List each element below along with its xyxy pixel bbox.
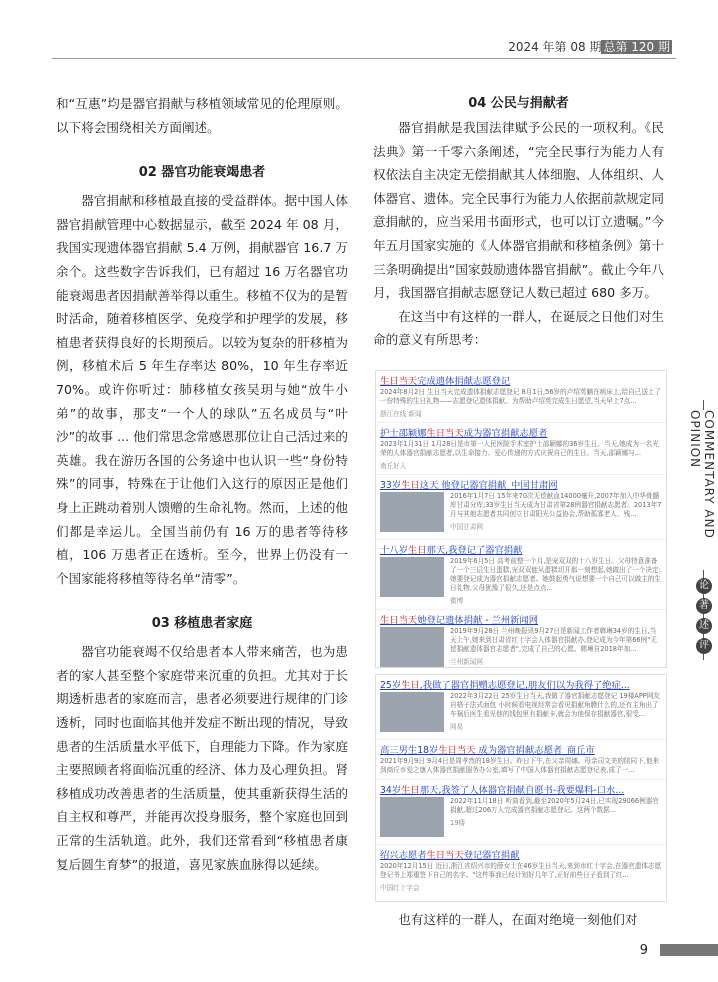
title-part: 25岁: [380, 680, 402, 691]
title-highlight: 生日: [401, 785, 420, 796]
title-part: 护士邵颖娜: [380, 428, 427, 439]
section-heading: 02 器官功能衰竭患者: [138, 165, 266, 181]
title-part: 那天,我签了人体器官捐献自愿书-我要爆料-口水...: [419, 785, 625, 796]
result-source: 中国红十字会: [380, 884, 420, 892]
result-source: 中国甘肃网: [450, 523, 483, 531]
search-result-item[interactable]: [376, 539, 666, 609]
result-snippet: 2022年3月22日 25岁生日当天,我做了器官捐献志愿登记 19楼APP网友自格子法式面包 小时候看电视经常会看见捐献角膜什么的,还有主角出了车祸后医生看见他的钱包里有捐献卡,就会为他保存捐献器官,很受...: [450, 692, 660, 718]
result-title-link[interactable]: [380, 742, 662, 756]
year-issue: 2024 年第 08 期: [508, 40, 602, 54]
result-snippet: 2016年1月7日 15年来70次无偿献血14000毫升,2007年加入中华骨髓库甘肃分库;33岁生日当天成为甘肃省第28例器官捐献志愿者。2013年7月与其他志愿者共同创立甘肃阳光公益协会,帮助孤寡老人、残...: [450, 492, 662, 518]
result-source: 浙江在线 新闻: [380, 410, 422, 418]
title-part: ,我做了器官捐赠志愿登记,朋友们以为我得了绝症...: [419, 680, 630, 691]
title-part: 33岁: [380, 480, 402, 491]
result-title-link[interactable]: [380, 373, 662, 387]
title-highlight: 生日当天: [380, 376, 418, 387]
paragraph: 也有这样的一群人，在面对绝境一刻他们对: [398, 912, 638, 927]
paragraph: 器官功能衰竭不仅给患者本人带来痛苦，也为患者的家人甚至整个家庭带来沉重的负担。尤其对于长期透析患者的家庭而言，患者必须要进行规律的门诊透析，同时也面临其他并发症不断出现的情况，导致患者的生活质量水平低下，自理能力下降。作为家庭主要照顾者将面临沉重的经济、体力及心理负担。肾移植成功改善患者的生活质量，使其重新获得生活的自主权和尊严，并能再次投身服务，整个家庭也回到正常的生活轨道。此外，我们还常看到“移植患者康复后圆生育梦”的报道，喜见家族血脉得以延续。: [56, 644, 348, 872]
result-title-link[interactable]: [380, 542, 662, 556]
result-title-link[interactable]: [380, 782, 662, 796]
paragraph: 器官捐献和移植最直接的受益群体。据中国人体器官捐献管理中心数据显示，截至 2024 年 08 月，我国实现遗体器官捐献 5.4 万例，捐献器官 16.7 万余个。这些数字告诉我们，已有超过 16 万名器官功能衰竭患者因捐献善举得以重生。移植不仅为的是暂时活命，随着移植医学、免疫学和护理学的发展，移植患者获得良好的长期预后。以较为复杂的肝移植为例，移植术后 5 年生存率达 80%，10 年生存率近 70%。或许你听过：肺移植女孩吴玥与她“放牛小弟”的故事，那支“一个人的球队”五名成员与“叶沙”的故事 ... 他们常思念常感恩那位让自己活过来的英雄。我在游历各国的公务途中也认识一些“身份特殊”的同事，特殊在于让他们入这行的原因正是他们身上正跳动着别人馈赠的生命礼物。然而，上述的他们都是幸运儿。全国当前仍有 16 万的患者等待移植，106 万患者正在透析。至今，世界上仍没有一个国家能将移植等待名单“清零”。: [56, 193, 348, 586]
sidebar-char: 著: [696, 598, 712, 614]
title-highlight: 生日: [401, 480, 420, 491]
sidebar-english-label: COMMENTARY AND OPINION: [692, 410, 716, 570]
search-result-item[interactable]: [376, 609, 666, 674]
title-highlight: 生日当天: [426, 850, 464, 861]
result-snippet: 2022年11月18日 听筒看到,截至2020年5月24日,已实现29066例器官捐献,超过206万人完成器官捐献志愿登记。这两个数据...: [450, 797, 659, 814]
sidebar-char: 述: [696, 618, 712, 634]
title-highlight: 生日当天: [426, 428, 464, 439]
paragraph: 器官捐献是我国法律赋予公民的一项权利。《民法典》第一千零六条阐述，“完全民事行为能力人有权依法自主决定无偿捐献其人体细胞、人体组织、人体器官、遗体。完全民事行为能力人依据前款规定同意捐献的，应当采用书面形式，也可以订立遗嘱。”今年五月国家实施的《人体器官捐献和移植条例》第十三条明确提出“国家鼓励遗体器官捐献”。截止今年八月，我国器官捐献志愿登记人数已超过 680 多万。: [373, 120, 664, 301]
page-number: 9: [639, 943, 648, 958]
header-rule: [52, 58, 676, 59]
title-part: 绍兴志愿者: [380, 850, 427, 861]
result-title-link[interactable]: [380, 847, 662, 861]
title-part: 那天,我登记了器官捐献: [426, 545, 523, 556]
result-title-link[interactable]: [380, 477, 662, 491]
paragraph: 在这当中有这样的一群人，在诞辰之日他们对生命的意义有所思考：: [373, 308, 664, 348]
title-part: 这天 他登记器官捐献_中国甘肃网: [419, 480, 558, 491]
result-title-link[interactable]: [380, 612, 662, 626]
result-snippet: 2019年6月5日 高考前整一个月,是宠双双的十八岁生日。父母特意准备了一个三层生日蛋糕,宠双双能从蛋糕切开那一刻想起,她做出了一个决定:她要登记成为器官捐献志愿者。她鼓起勇气说想要一个自己可以做主的生日礼物,父母犹豫了很久,还是点点...: [450, 557, 661, 592]
search-result-item[interactable]: [376, 371, 666, 422]
result-thumbnail[interactable]: [380, 492, 444, 532]
result-thumbnail[interactable]: [380, 797, 444, 837]
sidebar-char: 评: [696, 638, 712, 654]
title-highlight: 生日: [407, 545, 427, 556]
search-result-item[interactable]: [376, 844, 666, 896]
title-highlight: 生日当天: [438, 745, 476, 756]
paragraph: 和“互惠”均是器官捐献与移植领域常见的伦理原则。以下将会围绕相关方面阐述。: [56, 96, 348, 135]
search-result-item[interactable]: [376, 675, 666, 739]
result-snippet: 2023年1月31日 1月28日是市第一人民医院手术室护士邵颖娜的36岁生日。当天,她成为一名光荣的人体器官捐献志愿者,以生命接力、爱心传递的方式庆祝自己的生日。当天,邵颖娜与...: [380, 440, 659, 457]
section-sidebar: [690, 400, 718, 660]
result-title-link[interactable]: [380, 425, 662, 439]
title-part: 登记器官捐献: [463, 850, 520, 861]
result-snippet: 2024年8月2日 生日当天完成遗体捐献志愿登记 8月1日,56岁的卢绍英躺在病床上,给自己送上了一份特殊的生日礼物——志愿登记遗体捐献。为帮助卢绍英完成生日愿望,当天早上7点...: [380, 388, 662, 405]
section-heading: 04 公民与捐献者: [468, 96, 569, 111]
title-part: 完成遗体捐献志愿登记: [417, 376, 511, 387]
search-result-item[interactable]: [376, 739, 666, 779]
result-thumbnail[interactable]: [380, 557, 444, 597]
title-part: 成为器官捐献志愿者_商丘市: [475, 745, 595, 756]
right-column: [373, 92, 664, 352]
search-results-screenshot-2: [375, 674, 667, 902]
result-snippet: 2020年12月15日 近日,浙江省绍兴市的薛女士在46岁生日当天,来到市红十字会,在器官遗体志愿登记书上郑重签下自己的名字。"这件事我已经计划好几年了,正好前些日子看到了红...: [380, 862, 662, 879]
search-result-item[interactable]: [376, 422, 666, 474]
search-result-item[interactable]: [376, 474, 666, 539]
title-part: 十八岁: [380, 545, 408, 556]
title-part: 高三男生18岁: [380, 745, 439, 756]
result-source: 兰州新闻网: [450, 658, 483, 666]
result-title-link[interactable]: [380, 677, 662, 691]
result-thumbnail[interactable]: [380, 627, 444, 667]
left-column: [56, 92, 348, 876]
search-result-item[interactable]: [376, 779, 666, 844]
title-highlight: 生日: [401, 680, 420, 691]
result-source: 微博: [450, 597, 464, 605]
title-highlight: 生日当天: [380, 615, 418, 626]
result-source: 南丘好人: [380, 462, 407, 470]
page-bar: [660, 944, 718, 956]
result-thumbnail[interactable]: [380, 692, 444, 732]
title-part: 34岁: [380, 785, 402, 796]
result-snippet: 2021年9月9日 9月4日是周孝然的18岁生日。昨日下午,在父亲周娜、母亲司文美的陪同下,他来到商丘市爱之康人体器官捐献服务办公室,填写了中国人体器官捐献志愿登记表,成了一...: [380, 757, 660, 774]
title-part: 她登记遗体捐献 - 兰州新闻网: [417, 615, 539, 626]
sidebar-char: 论: [696, 578, 712, 594]
total-issue: 总第 120 期: [603, 40, 670, 54]
issue-header: [508, 38, 672, 55]
result-source: 网易: [450, 723, 464, 731]
right-column-tail: [373, 908, 664, 932]
result-snippet: 2019年9月28日 兰州晚报讯9月27日是新闻工作者韩琳34岁的生日,当天上午,她来到甘肃省红十字会人体器官捐献办,登记成为今年第66例"无偿捐献遗体器官志愿者",完成了自己的心愿。韩琳自2018年加...: [450, 627, 657, 653]
section-heading: 03 移植患者家庭: [151, 616, 253, 632]
title-part: 成为器官捐献志愿者: [463, 428, 548, 439]
search-results-screenshot-1: [375, 370, 667, 668]
result-source: 19楼: [450, 819, 465, 827]
